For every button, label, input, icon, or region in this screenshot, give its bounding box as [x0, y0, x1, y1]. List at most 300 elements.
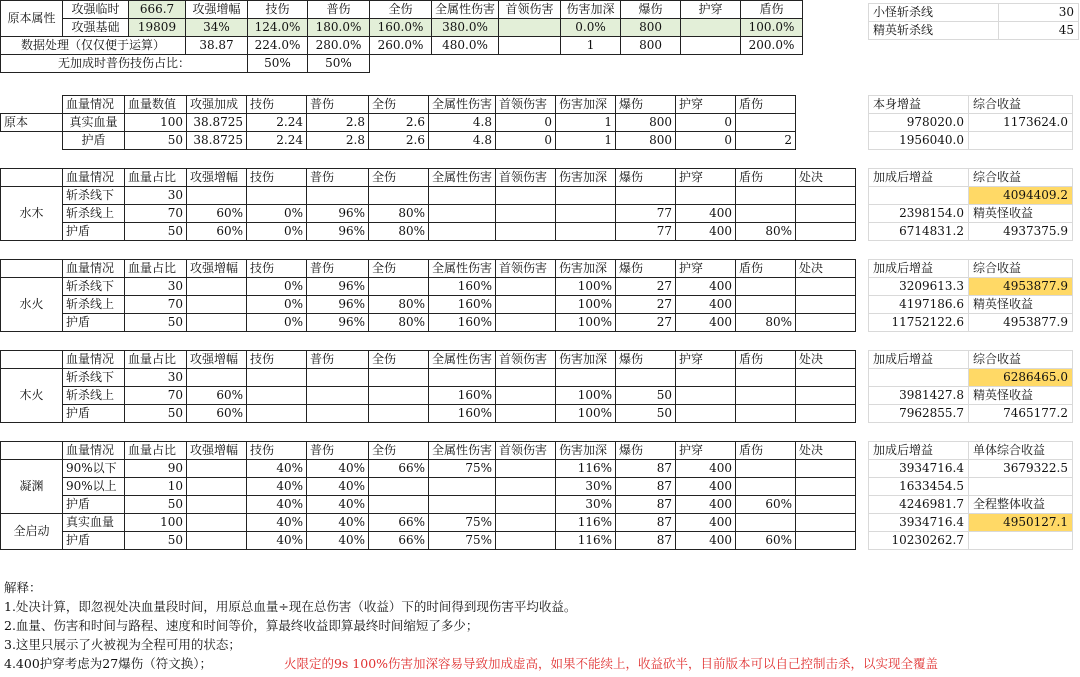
header-cell[interactable]: 全属性伤害	[429, 442, 496, 460]
cell[interactable]: 87	[616, 496, 676, 514]
cell[interactable]: 90%以下	[63, 460, 125, 478]
cell[interactable]: 3981427.8	[869, 387, 969, 405]
cell[interactable]: 978020.0	[869, 114, 969, 132]
cell[interactable]: 50	[125, 132, 187, 150]
cell[interactable]: 40%	[247, 496, 307, 514]
cell[interactable]: 护盾	[63, 223, 125, 241]
header-cell[interactable]: 攻强增幅	[187, 169, 247, 187]
cell[interactable]: 40%	[307, 532, 369, 550]
cell[interactable]: 160%	[429, 387, 496, 405]
cell[interactable]: 4.8	[429, 114, 496, 132]
cell[interactable]: 1173624.0	[969, 114, 1073, 132]
cell[interactable]	[796, 296, 856, 314]
header-cell[interactable]: 血量占比	[125, 442, 187, 460]
header-cell[interactable]: 护穿	[676, 351, 736, 369]
cell[interactable]: 96%	[307, 278, 369, 296]
header-cell[interactable]: 攻强增幅	[187, 351, 247, 369]
cell[interactable]: 3209613.3	[869, 278, 969, 296]
cell[interactable]: 60%	[187, 387, 247, 405]
cell[interactable]	[307, 187, 369, 205]
cell[interactable]: 综合收益	[969, 351, 1073, 369]
cell[interactable]: 伤害加深	[556, 96, 616, 114]
cell[interactable]: 96%	[307, 296, 369, 314]
cell[interactable]	[796, 278, 856, 296]
cell-section-name[interactable]: 原本	[1, 114, 63, 132]
cell[interactable]: 加成后增益	[869, 442, 969, 460]
cell[interactable]: 本身增益	[869, 96, 969, 114]
cell[interactable]: 斩杀线上	[63, 205, 125, 223]
cell[interactable]: 70	[125, 205, 187, 223]
cell[interactable]	[369, 478, 429, 496]
cell[interactable]	[496, 187, 556, 205]
cell[interactable]: 50	[125, 405, 187, 423]
cell-section-name[interactable]: 水火	[1, 278, 63, 332]
header-cell[interactable]: 技伤	[247, 351, 307, 369]
cell[interactable]	[369, 405, 429, 423]
cell[interactable]: 0	[676, 114, 736, 132]
cell[interactable]	[556, 187, 616, 205]
cell[interactable]: 40%	[247, 460, 307, 478]
header-cell[interactable]: 处决	[796, 351, 856, 369]
cell[interactable]: 87	[616, 532, 676, 550]
cell[interactable]: 19809	[129, 19, 186, 37]
cell[interactable]: 1633454.5	[869, 478, 969, 496]
cell[interactable]	[736, 369, 796, 387]
cell[interactable]	[736, 296, 796, 314]
cell[interactable]	[736, 460, 796, 478]
cell[interactable]	[736, 387, 796, 405]
cell[interactable]: 护盾	[63, 405, 125, 423]
cell[interactable]: 斩杀线上	[63, 387, 125, 405]
cell[interactable]: 单体综合收益	[969, 442, 1073, 460]
cell[interactable]: 40%	[307, 460, 369, 478]
cell[interactable]: 90	[125, 460, 187, 478]
cell[interactable]: 0%	[247, 205, 307, 223]
cell[interactable]: 160%	[429, 296, 496, 314]
cell[interactable]	[496, 460, 556, 478]
cell[interactable]: 100	[125, 114, 187, 132]
cell[interactable]: 38.87	[186, 37, 248, 55]
cell-original-attr[interactable]: 原本属性	[1, 1, 63, 37]
header-cell[interactable]: 盾伤	[736, 351, 796, 369]
cell[interactable]	[187, 532, 247, 550]
cell[interactable]	[736, 205, 796, 223]
cell[interactable]: 真实血量	[63, 114, 125, 132]
header-cell[interactable]: 护穿	[676, 260, 736, 278]
cell[interactable]: 护穿	[676, 96, 736, 114]
cell[interactable]: 护穿	[681, 1, 741, 19]
cell[interactable]	[496, 532, 556, 550]
cell[interactable]	[676, 387, 736, 405]
cell[interactable]	[496, 205, 556, 223]
cell[interactable]	[796, 223, 856, 241]
cell[interactable]: 伤害加深	[561, 1, 621, 19]
cell[interactable]	[499, 19, 561, 37]
cell[interactable]: 0	[676, 132, 736, 150]
header-cell[interactable]: 普伤	[307, 260, 369, 278]
highlight-cell[interactable]: 4950127.1	[969, 514, 1073, 532]
cell[interactable]: 10230262.7	[869, 532, 969, 550]
cell[interactable]	[969, 478, 1073, 496]
header-cell[interactable]: 伤害加深	[556, 351, 616, 369]
cell[interactable]: 160.0%	[370, 19, 432, 37]
cell[interactable]: 3934716.4	[869, 514, 969, 532]
cell[interactable]: 6714831.2	[869, 223, 969, 241]
header-cell[interactable]: 盾伤	[736, 169, 796, 187]
header-cell[interactable]: 伤害加深	[556, 169, 616, 187]
header-cell[interactable]: 伤害加深	[556, 442, 616, 460]
cell[interactable]	[496, 296, 556, 314]
header-cell[interactable]: 普伤	[307, 442, 369, 460]
cell[interactable]: 斩杀线上	[63, 296, 125, 314]
header-cell[interactable]: 全属性伤害	[429, 260, 496, 278]
cell[interactable]: 精英斩杀线	[869, 22, 999, 40]
cell[interactable]: 70	[125, 387, 187, 405]
cell[interactable]	[429, 496, 496, 514]
cell[interactable]: 75%	[429, 532, 496, 550]
cell[interactable]: 技伤	[248, 1, 308, 19]
cell[interactable]	[796, 387, 856, 405]
cell[interactable]: 50%	[248, 55, 308, 73]
cell[interactable]: 124.0%	[248, 19, 308, 37]
cell[interactable]: 100.0%	[741, 19, 803, 37]
cell[interactable]: 30%	[556, 496, 616, 514]
cell[interactable]: 护盾	[63, 132, 125, 150]
cell[interactable]: 40%	[247, 478, 307, 496]
cell[interactable]: 66%	[369, 514, 429, 532]
cell[interactable]	[969, 132, 1073, 150]
cell[interactable]	[796, 314, 856, 332]
cell[interactable]: 加成后增益	[869, 351, 969, 369]
cell[interactable]: 27	[616, 314, 676, 332]
cell[interactable]: 40%	[307, 514, 369, 532]
cell[interactable]: 96%	[307, 205, 369, 223]
cell[interactable]: 护盾	[63, 532, 125, 550]
header-cell[interactable]: 处决	[796, 169, 856, 187]
cell[interactable]: 400	[676, 278, 736, 296]
cell[interactable]: 综合收益	[969, 169, 1073, 187]
cell[interactable]: 400	[676, 223, 736, 241]
cell[interactable]: 小怪斩杀线	[869, 4, 999, 22]
cell[interactable]	[369, 187, 429, 205]
header-cell[interactable]: 攻强增幅	[187, 260, 247, 278]
cell[interactable]: 血量数值	[125, 96, 187, 114]
cell[interactable]	[676, 369, 736, 387]
cell[interactable]	[736, 514, 796, 532]
cell[interactable]	[496, 369, 556, 387]
cell[interactable]: 666.7	[129, 1, 186, 19]
header-cell[interactable]: 血量情况	[63, 169, 125, 187]
cell[interactable]	[429, 478, 496, 496]
cell-section-name[interactable]: 水木	[1, 187, 63, 241]
cell[interactable]	[496, 314, 556, 332]
cell[interactable]: 2.8	[307, 132, 369, 150]
cell[interactable]	[676, 187, 736, 205]
cell[interactable]: 0%	[247, 296, 307, 314]
cell[interactable]	[869, 369, 969, 387]
cell[interactable]: 100%	[556, 387, 616, 405]
cell[interactable]: 血量情况	[63, 96, 125, 114]
cell[interactable]: 400	[676, 296, 736, 314]
cell[interactable]: 0	[496, 114, 556, 132]
header-cell[interactable]: 技伤	[247, 442, 307, 460]
cell[interactable]: 80%	[369, 314, 429, 332]
cell[interactable]: 全属性伤害	[429, 96, 496, 114]
cell[interactable]	[187, 460, 247, 478]
highlight-cell[interactable]: 4094409.2	[969, 187, 1073, 205]
cell[interactable]: 7962855.7	[869, 405, 969, 423]
header-cell[interactable]: 全属性伤害	[429, 351, 496, 369]
cell[interactable]: 27	[616, 296, 676, 314]
header-cell[interactable]: 护穿	[676, 169, 736, 187]
cell[interactable]: 400	[676, 496, 736, 514]
header-cell[interactable]: 爆伤	[616, 442, 676, 460]
cell[interactable]	[796, 496, 856, 514]
cell[interactable]: 800	[616, 114, 676, 132]
cell[interactable]	[796, 369, 856, 387]
cell[interactable]: 60%	[736, 532, 796, 550]
cell[interactable]: 4937375.9	[969, 223, 1073, 241]
cell[interactable]: 攻强基础	[63, 19, 129, 37]
cell[interactable]: 7465177.2	[969, 405, 1073, 423]
cell[interactable]: 27	[616, 278, 676, 296]
cell[interactable]: 首领伤害	[496, 96, 556, 114]
cell[interactable]	[736, 278, 796, 296]
cell[interactable]: 50	[125, 496, 187, 514]
header-cell[interactable]: 攻强增幅	[187, 442, 247, 460]
cell[interactable]: 40%	[307, 496, 369, 514]
cell[interactable]	[429, 223, 496, 241]
cell[interactable]: 30	[999, 4, 1079, 22]
cell[interactable]	[796, 187, 856, 205]
cell[interactable]: 800	[621, 19, 681, 37]
cell[interactable]	[736, 187, 796, 205]
cell[interactable]: 400	[676, 532, 736, 550]
cell[interactable]: 100%	[556, 296, 616, 314]
cell[interactable]: 0%	[247, 314, 307, 332]
header-cell[interactable]: 血量占比	[125, 351, 187, 369]
cell[interactable]: 0.0%	[561, 19, 621, 37]
highlight-cell[interactable]: 4953877.9	[969, 278, 1073, 296]
cell[interactable]: 50	[616, 405, 676, 423]
header-cell[interactable]: 普伤	[307, 351, 369, 369]
header-cell[interactable]: 血量占比	[125, 260, 187, 278]
cell[interactable]	[676, 405, 736, 423]
cell[interactable]	[369, 369, 429, 387]
cell[interactable]: 护盾	[63, 314, 125, 332]
cell[interactable]: 80%	[369, 223, 429, 241]
cell[interactable]: 80%	[736, 314, 796, 332]
cell[interactable]	[307, 387, 369, 405]
cell[interactable]: 60%	[187, 223, 247, 241]
cell[interactable]: 2.8	[307, 114, 369, 132]
cell[interactable]: 精英怪收益	[969, 205, 1073, 223]
cell[interactable]	[307, 369, 369, 387]
cell[interactable]: 60%	[736, 496, 796, 514]
cell[interactable]: 80%	[369, 296, 429, 314]
cell[interactable]: 50%	[308, 55, 370, 73]
cell[interactable]: 2	[736, 132, 796, 150]
cell[interactable]: 攻强增幅	[186, 1, 248, 19]
cell[interactable]: 爆伤	[621, 1, 681, 19]
header-cell[interactable]: 技伤	[247, 260, 307, 278]
cell[interactable]: 80%	[369, 205, 429, 223]
cell[interactable]: 11752122.6	[869, 314, 969, 332]
cell[interactable]: 75%	[429, 460, 496, 478]
cell[interactable]: 80%	[736, 223, 796, 241]
cell[interactable]: 200.0%	[741, 37, 803, 55]
cell[interactable]	[307, 405, 369, 423]
cell[interactable]	[369, 278, 429, 296]
cell[interactable]	[187, 496, 247, 514]
cell[interactable]	[247, 387, 307, 405]
cell[interactable]	[496, 478, 556, 496]
cell[interactable]: 斩杀线下	[63, 369, 125, 387]
cell-section-name[interactable]: 木火	[1, 369, 63, 423]
cell[interactable]: 100%	[556, 405, 616, 423]
cell[interactable]	[187, 369, 247, 387]
cell[interactable]: 116%	[556, 532, 616, 550]
header-cell[interactable]: 首领伤害	[496, 260, 556, 278]
cell[interactable]	[736, 114, 796, 132]
cell[interactable]: 数据处理（仅仅便于运算）	[1, 37, 186, 55]
cell[interactable]	[369, 496, 429, 514]
cell[interactable]	[247, 405, 307, 423]
cell[interactable]: 真实血量	[63, 514, 125, 532]
cell[interactable]: 技伤	[247, 96, 307, 114]
header-cell[interactable]: 盾伤	[736, 260, 796, 278]
cell[interactable]: 4.8	[429, 132, 496, 150]
header-cell[interactable]: 伤害加深	[556, 260, 616, 278]
cell[interactable]: 精英怪收益	[969, 296, 1073, 314]
header-cell[interactable]: 爆伤	[616, 260, 676, 278]
cell[interactable]: 60%	[187, 205, 247, 223]
header-cell[interactable]: 血量情况	[63, 351, 125, 369]
cell[interactable]: 首领伤害	[499, 1, 561, 19]
cell[interactable]: 50	[125, 223, 187, 241]
cell[interactable]	[796, 460, 856, 478]
cell[interactable]	[616, 187, 676, 205]
cell[interactable]: 盾伤	[741, 1, 803, 19]
cell[interactable]: 75%	[429, 514, 496, 532]
cell[interactable]: 260.0%	[370, 37, 432, 55]
cell[interactable]: 224.0%	[248, 37, 308, 55]
cell[interactable]: 66%	[369, 532, 429, 550]
cell[interactable]: 38.8725	[187, 114, 247, 132]
cell[interactable]: 3679322.5	[969, 460, 1073, 478]
cell[interactable]	[499, 37, 561, 55]
cell[interactable]: 3934716.4	[869, 460, 969, 478]
cell[interactable]: 全伤	[369, 96, 429, 114]
cell[interactable]: 4953877.9	[969, 314, 1073, 332]
cell[interactable]: 50	[125, 532, 187, 550]
cell[interactable]	[496, 387, 556, 405]
header-cell[interactable]: 技伤	[247, 169, 307, 187]
cell[interactable]	[616, 369, 676, 387]
cell[interactable]: 1956040.0	[869, 132, 969, 150]
cell[interactable]: 30	[125, 187, 187, 205]
cell[interactable]	[796, 405, 856, 423]
header-cell[interactable]: 爆伤	[616, 351, 676, 369]
cell[interactable]: 0	[496, 132, 556, 150]
cell[interactable]: 87	[616, 478, 676, 496]
cell[interactable]: 40%	[247, 514, 307, 532]
header-cell[interactable]: 护穿	[676, 442, 736, 460]
header-cell[interactable]: 首领伤害	[496, 351, 556, 369]
cell[interactable]: 100	[125, 514, 187, 532]
cell[interactable]: 66%	[369, 460, 429, 478]
cell[interactable]: 77	[616, 205, 676, 223]
cell[interactable]: 96%	[307, 314, 369, 332]
cell[interactable]: 30	[125, 369, 187, 387]
cell[interactable]	[869, 187, 969, 205]
cell[interactable]	[187, 478, 247, 496]
cell[interactable]: 50	[125, 314, 187, 332]
header-cell[interactable]: 盾伤	[736, 442, 796, 460]
header-cell[interactable]: 处决	[796, 442, 856, 460]
cell[interactable]: 280.0%	[308, 37, 370, 55]
cell[interactable]	[429, 187, 496, 205]
cell[interactable]: 综合收益	[969, 260, 1073, 278]
cell[interactable]	[187, 296, 247, 314]
cell[interactable]: 2.24	[247, 132, 307, 150]
cell[interactable]: 攻强加成	[187, 96, 247, 114]
header-cell[interactable]: 处决	[796, 260, 856, 278]
highlight-cell[interactable]: 6286465.0	[969, 369, 1073, 387]
cell[interactable]	[796, 514, 856, 532]
cell[interactable]: 全程整体收益	[969, 496, 1073, 514]
cell[interactable]	[429, 369, 496, 387]
cell[interactable]: 普伤	[307, 96, 369, 114]
cell[interactable]: 800	[621, 37, 681, 55]
cell[interactable]: 38.8725	[187, 132, 247, 150]
cell[interactable]: 护盾	[63, 496, 125, 514]
header-cell[interactable]: 血量情况	[63, 260, 125, 278]
cell[interactable]: 1	[556, 114, 616, 132]
cell[interactable]	[496, 514, 556, 532]
cell[interactable]	[969, 532, 1073, 550]
cell[interactable]	[187, 314, 247, 332]
cell[interactable]: 加成后增益	[869, 169, 969, 187]
cell[interactable]: 10	[125, 478, 187, 496]
cell[interactable]	[736, 405, 796, 423]
cell[interactable]: 96%	[307, 223, 369, 241]
cell[interactable]: 45	[999, 22, 1079, 40]
header-cell[interactable]: 血量情况	[63, 442, 125, 460]
header-cell[interactable]: 血量占比	[125, 169, 187, 187]
cell[interactable]: 400	[676, 460, 736, 478]
cell[interactable]: 0%	[247, 278, 307, 296]
header-cell[interactable]: 全属性伤害	[429, 169, 496, 187]
cell[interactable]	[496, 405, 556, 423]
cell[interactable]	[496, 223, 556, 241]
cell[interactable]: 90%以上	[63, 478, 125, 496]
cell[interactable]	[429, 205, 496, 223]
cell[interactable]: 116%	[556, 460, 616, 478]
cell[interactable]	[556, 369, 616, 387]
cell[interactable]	[187, 514, 247, 532]
cell[interactable]: 40%	[247, 532, 307, 550]
cell[interactable]: 2398154.0	[869, 205, 969, 223]
header-cell[interactable]: 首领伤害	[496, 169, 556, 187]
cell[interactable]	[496, 496, 556, 514]
cell[interactable]: 2.6	[369, 114, 429, 132]
cell[interactable]: 380.0%	[432, 19, 499, 37]
cell[interactable]: 400	[676, 205, 736, 223]
cell[interactable]: 70	[125, 296, 187, 314]
cell[interactable]: 116%	[556, 514, 616, 532]
cell[interactable]: 加成后增益	[869, 260, 969, 278]
